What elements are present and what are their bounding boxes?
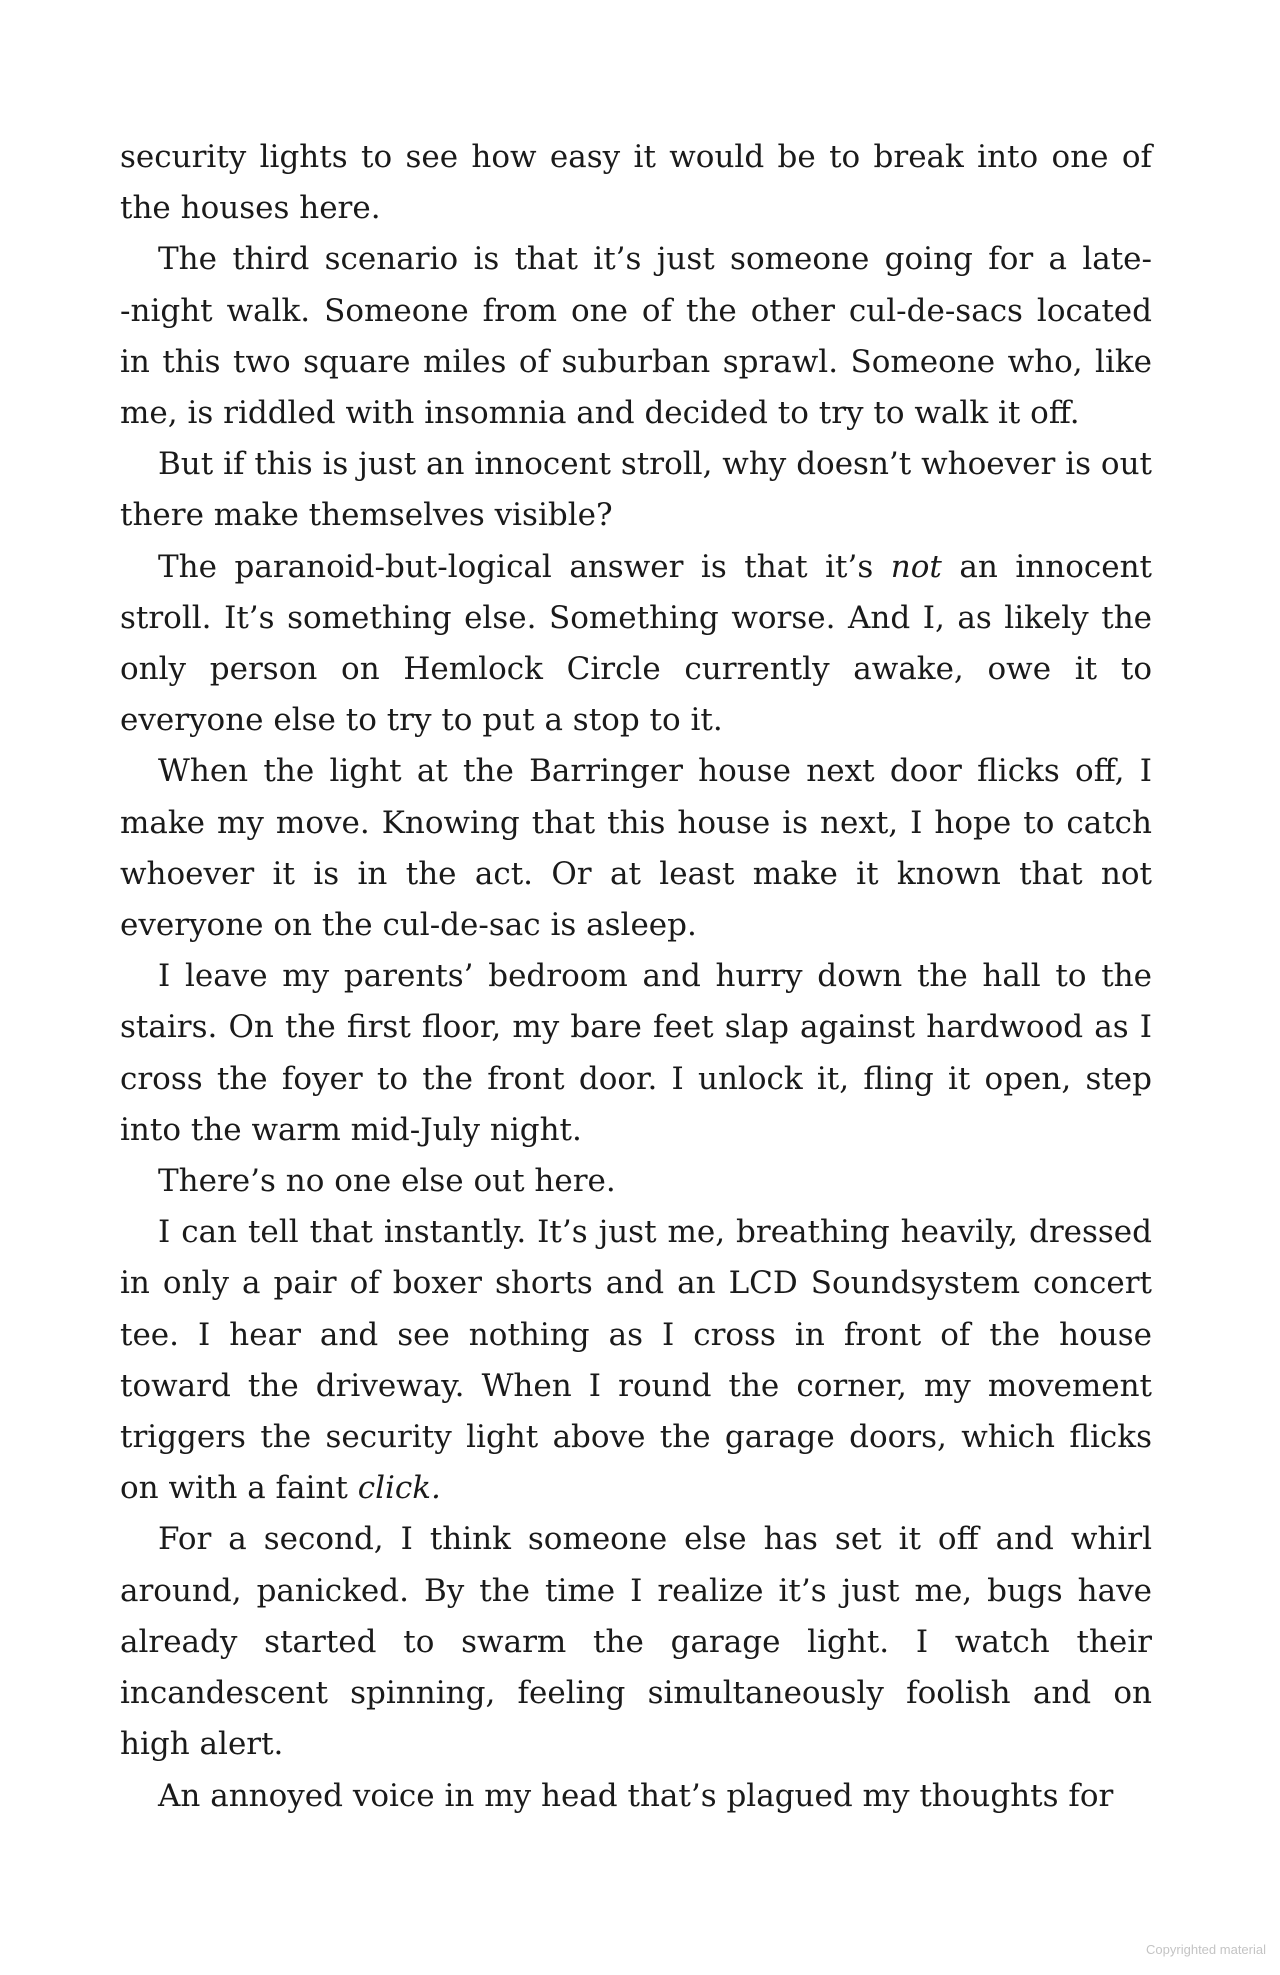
paragraph — [120, 1514, 1152, 1770]
text-run: an innocent stroll. It’s something else. Something worse. And I, as likely the only person on Hemlock Circle currently awake, owe it to everyone else to try to put a stop to it. — [120, 548, 1152, 739]
text-run: An annoyed voice in my head that’s plagued my thoughts for — [158, 1777, 1114, 1814]
text-run: There’s no one else out here. — [158, 1163, 616, 1200]
paragraph — [120, 1771, 1152, 1822]
paragraph — [120, 542, 1152, 747]
paragraph — [120, 1207, 1152, 1514]
paragraph — [120, 746, 1152, 951]
paragraph — [120, 439, 1152, 541]
copyright-notice: Copyrighted material — [1146, 1942, 1266, 1957]
paragraph — [120, 234, 1152, 439]
italic-text: click. — [357, 1470, 441, 1507]
text-run: I can tell that instantly. It’s just me, breathing heavily, dressed in only a pair of boxer shorts and an LCD Soundsystem concert tee. I hear and see nothing as I cross in front of the house toward the driveway. When I round the corner, my movement triggers the security light above the garage doors, which flicks on with a faint — [120, 1214, 1152, 1507]
text-run: But if this is just an innocent stroll, why doesn’t whoever is out there make themselves visible? — [120, 446, 1152, 534]
text-run: For a second, I think someone else has set it off and whirl around, panicked. By the time I realize it’s just me, bugs have already started to swarm the garage light. I watch their incandescent spinning, feeling simultaneously foolish and on high alert. — [120, 1521, 1152, 1763]
text-run: I leave my parents’ bedroom and hurry down the hall to the stairs. On the first floor, my bare feet slap against hardwood as I cross the foyer to the front door. I unlock it, fling it open, step into the warm mid-July night. — [120, 958, 1152, 1148]
text-run: The third scenario is that it’s just someone going for a late-‑night walk. Someone from one of the other cul-de-sacs located in this two square miles of suburban sprawl. Someone who, like me, is riddled with insomnia and decided to try to walk it off. — [120, 241, 1152, 432]
book-page-body — [120, 132, 1152, 1822]
text-run: When the light at the Barringer house next door flicks off, I make my move. Knowing that this house is next, I hope to catch whoever it is in the act. Or at least make it known that not everyone on the cul-de-sac is asleep. — [120, 753, 1152, 944]
text-run: security lights to see how easy it would be to break into one of the houses here. — [120, 139, 1152, 227]
paragraph — [120, 132, 1152, 234]
italic-text: not — [890, 548, 942, 585]
text-run: The paranoid-but-logical answer is that it’s — [158, 548, 891, 585]
paragraph — [120, 1156, 1152, 1207]
paragraph — [120, 951, 1152, 1156]
